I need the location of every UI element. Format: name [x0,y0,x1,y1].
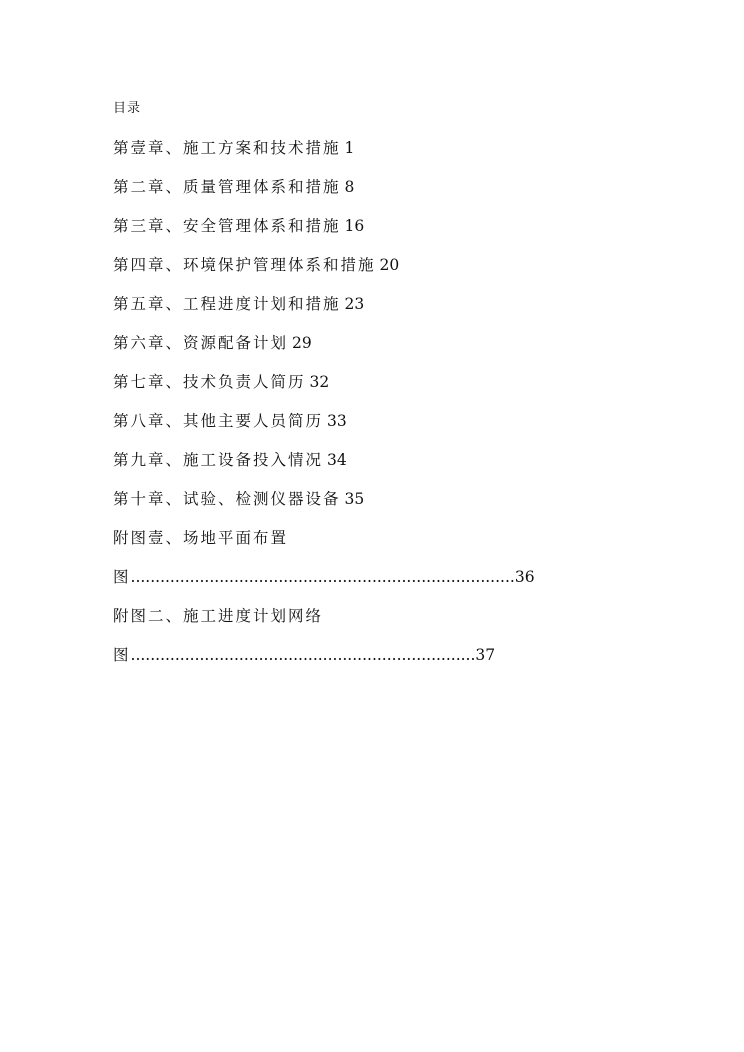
toc-entry-title: 第四章、环境保护管理体系和措施 [113,256,376,274]
toc-entry-title: 第十章、试验、检测仪器设备 [113,490,341,508]
toc-entry-page: 20 [379,256,400,274]
appendix-entry-title-end: 图 [113,568,131,586]
appendix-entry[interactable] [113,567,535,587]
appendix-entry-title[interactable]: 附图二、施工进度计划网络 [113,607,324,625]
toc-entry-title: 第壹章、施工方案和技术措施 [113,139,341,157]
toc-entry-title: 第三章、安全管理体系和措施 [113,217,341,235]
toc-entry-page: 37 [475,646,496,664]
toc-entry[interactable] [113,294,364,314]
toc-entry-page: 34 [327,451,347,469]
toc-entry-page: 16 [344,217,365,235]
toc-entry[interactable] [113,177,354,197]
toc-entry-page: 23 [344,295,365,313]
toc-entry[interactable] [113,411,347,431]
toc-entry[interactable] [113,216,364,236]
toc-entry-title: 第五章、工程进度计划和措施 [113,295,341,313]
toc-entry-page: 1 [344,139,355,157]
toc-entry-page: 29 [292,334,312,352]
toc-entry[interactable] [113,138,354,158]
appendix-entry-title-end: 图 [113,646,131,664]
toc-entry-page: 8 [344,178,355,196]
toc-entry-title: 第八章、其他主要人员简历 [113,412,324,430]
toc-entry-page: 32 [309,373,330,391]
toc-leader-dots: .............................................................................. [130,568,515,586]
appendix-entry-title[interactable]: 附图壹、场地平面布置 [113,529,289,547]
toc-entry-title: 第六章、资源配备计划 [113,334,289,352]
toc-entry[interactable] [113,333,312,353]
toc-entry-page: 35 [344,490,365,508]
toc-entry[interactable] [113,450,347,470]
appendix-entry[interactable] [113,645,495,665]
toc-entry[interactable] [113,372,329,392]
toc-entry[interactable] [113,255,399,275]
toc-entry-page: 33 [327,412,347,430]
toc-entry-title: 第九章、施工设备投入情况 [113,451,324,469]
toc-heading: 目录 [113,101,142,116]
toc-leader-dots: ...................................................................... [130,646,476,664]
toc-entry-page: 36 [514,568,535,586]
toc-entry-title: 第七章、技术负责人简历 [113,373,306,391]
toc-entry-title: 第二章、质量管理体系和措施 [113,178,341,196]
toc-entry[interactable] [113,489,364,509]
